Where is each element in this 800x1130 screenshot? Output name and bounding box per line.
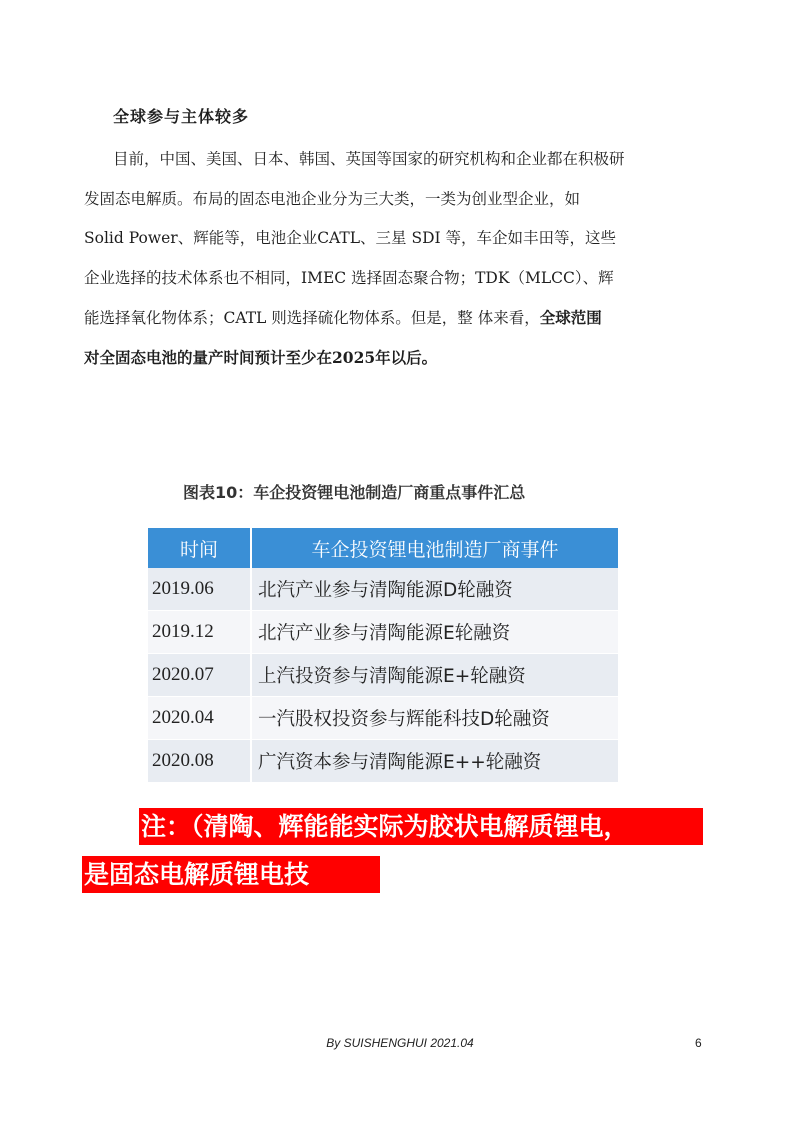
events-table: [148, 528, 618, 783]
red-note-line-1: 注：（清陶、辉能能实际为胶状电解质锂电，: [139, 808, 703, 845]
red-note-line-2: 是固态电解质锂电技: [82, 856, 380, 893]
cell-date: 2020.04: [148, 697, 251, 740]
cell-event: 广汽资本参与清陶能源E++轮融资: [251, 740, 618, 783]
header-time: 时间: [148, 528, 251, 568]
paragraph-bold-text: 全球范围: [539, 308, 602, 327]
paragraph-bold-line: 对全固态电池的量产时间预计至少在2025年以后。: [84, 347, 438, 367]
section-heading: 全球参与主体较多: [113, 107, 250, 126]
cell-event: 北汽产业参与清陶能源D轮融资: [251, 568, 618, 611]
table-row: [148, 654, 618, 697]
paragraph-text: 能选择氧化物体系；CATL 则选择硫化物体系。但是，整 体来看，: [84, 309, 540, 327]
paragraph-line: Solid Power、辉能等，电池企业CATL、三星 SDI 等，车企如丰田等，这些: [84, 229, 617, 247]
paragraph-line: 目前，中国、美国、日本、韩国、英国等国家的研究机构和企业都在积极研: [113, 150, 625, 168]
table-row: [148, 568, 618, 611]
figure-caption: 图表10：车企投资锂电池制造厂商重点事件汇总: [183, 483, 526, 502]
footer-credit: By SUISHENGHUI 2021.04: [326, 1036, 474, 1050]
paragraph-line: 企业选择的技术体系也不相同，IMEC 选择固态聚合物；TDK（MLCC）、辉: [84, 268, 614, 287]
page-number: 6: [695, 1036, 702, 1050]
table-row: [148, 697, 618, 740]
cell-date: 2019.06: [148, 568, 251, 611]
body-paragraph: [84, 140, 712, 377]
paragraph-line: 发固态电解质。布局的固态电池企业分为三大类，一类为创业型企业，如: [84, 189, 581, 208]
cell-event: 北汽产业参与清陶能源E轮融资: [251, 611, 618, 654]
table-header-row: [148, 528, 618, 568]
table-row: [148, 611, 618, 654]
cell-date: 2019.12: [148, 611, 251, 654]
cell-date: 2020.07: [148, 654, 251, 697]
table-row: [148, 740, 618, 783]
cell-date: 2020.08: [148, 740, 251, 783]
cell-event: 一汽股权投资参与辉能科技D轮融资: [251, 697, 618, 740]
cell-event: 上汽投资参与清陶能源E+轮融资: [251, 654, 618, 697]
paragraph-line: [84, 298, 712, 338]
header-event: 车企投资锂电池制造厂商事件: [251, 528, 618, 568]
